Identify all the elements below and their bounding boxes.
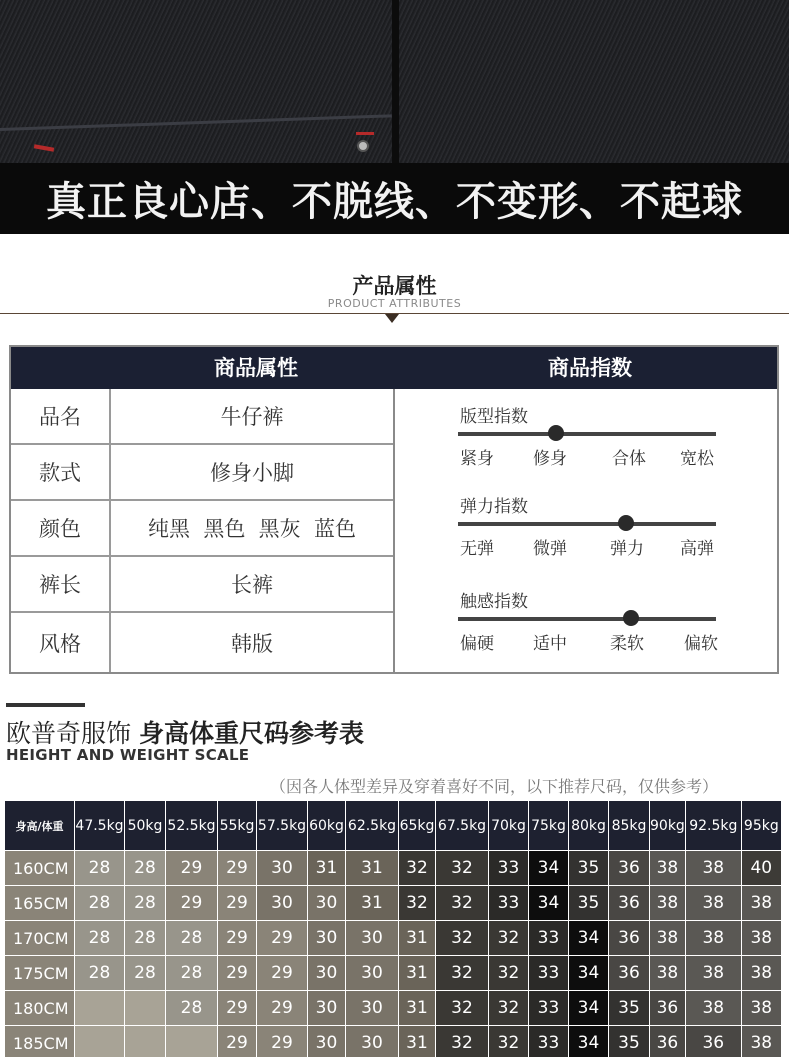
size-chart-table [4,800,782,1057]
index-label: 微弹 [533,539,567,559]
weight-header: 92.5kg [685,801,741,851]
size-cell: 36 [685,1026,741,1057]
size-cell: 34 [529,886,569,921]
size-cell: 32 [436,1026,489,1057]
attribute-key: 风格 [11,613,111,672]
size-cell: 38 [650,921,686,956]
index-label: 无弹 [460,539,494,559]
index-track [458,617,716,621]
index-track [458,432,716,436]
size-cell: 31 [399,956,436,991]
size-cell: 36 [609,921,650,956]
index-track [458,522,716,526]
size-row [5,886,782,921]
size-cell: 31 [399,991,436,1026]
product-photo [0,0,789,234]
size-row [5,1026,782,1057]
size-cell: 32 [399,886,436,921]
weight-header: 57.5kg [257,801,308,851]
size-cell: 38 [650,956,686,991]
attribute-row [11,389,393,445]
banner-text: 真正良心店、不脱线、不变形、不起球 [46,179,743,225]
size-cell: 33 [529,1026,569,1057]
size-cell: 34 [569,956,609,991]
size-cell: 29 [257,956,308,991]
size-cell: 34 [569,921,609,956]
height-label: 175CM [5,956,75,991]
index-label: 偏硬 [460,634,494,654]
size-cell: 38 [741,991,781,1026]
size-cell: 29 [257,1026,308,1057]
size-cell: 29 [257,921,308,956]
attribute-header-left: 商品属性 [214,356,298,380]
size-cell: 35 [569,851,609,886]
size-header-corner: 身高/体重 [5,801,75,851]
attribute-key: 颜色 [11,501,111,555]
index-label: 弹力 [610,539,644,559]
quality-banner [0,163,789,234]
height-label: 170CM [5,921,75,956]
size-row [5,921,782,956]
size-cell: 38 [650,886,686,921]
size-cell: 28 [125,956,166,991]
index-label: 合体 [612,449,646,469]
size-cell: 36 [650,1026,686,1057]
size-chart-title [6,714,364,750]
attribute-value: 修身小脚 [210,461,294,485]
attribute-header-right: 商品指数 [548,356,632,380]
size-cell: 28 [166,991,218,1026]
size-cell: 32 [436,886,489,921]
size-cell: 36 [609,956,650,991]
size-row [5,851,782,886]
size-cell: 33 [489,886,529,921]
jeans-back-pocket-photo [0,0,392,163]
weight-header: 95kg [741,801,781,851]
size-cell: 38 [685,921,741,956]
size-cell: 32 [489,921,529,956]
size-chart-note: （因各人体型差异及穿着喜好不同，以下推荐尺码，仅供参考） [270,777,719,796]
size-cell: 38 [741,1026,781,1057]
size-cell: 29 [218,991,257,1026]
size-cell: 32 [436,921,489,956]
size-cell [166,1026,218,1057]
attribute-value: 牛仔裤 [220,405,284,429]
attribute-header [11,347,777,389]
size-cell: 36 [609,886,650,921]
size-cell: 28 [75,851,125,886]
rivet-icon [357,140,369,152]
weight-header: 67.5kg [436,801,489,851]
brand-name: 欧普奇服饰 [6,719,132,748]
size-cell: 35 [609,991,650,1026]
height-label: 160CM [5,851,75,886]
weight-header: 75kg [529,801,569,851]
size-cell [75,1026,125,1057]
size-cell: 28 [125,886,166,921]
size-cell: 29 [257,991,308,1026]
size-cell: 30 [346,1026,399,1057]
index-label: 修身 [533,449,567,469]
index-title: 版型指数 [460,407,528,427]
weight-header: 80kg [569,801,609,851]
attribute-key: 裤长 [11,557,111,611]
index-label: 适中 [533,634,567,654]
size-cell: 30 [308,886,346,921]
size-cell: 38 [685,851,741,886]
size-cell: 40 [741,851,781,886]
size-cell [125,991,166,1026]
size-cell: 33 [489,851,529,886]
attribute-row [11,557,393,613]
size-cell: 38 [685,956,741,991]
size-section-accent [6,703,85,707]
index-label: 高弹 [680,539,714,559]
size-cell [125,1026,166,1057]
weight-header: 62.5kg [346,801,399,851]
index-marker [618,515,634,531]
size-cell: 30 [308,921,346,956]
weight-header: 70kg [489,801,529,851]
size-cell: 33 [529,921,569,956]
size-cell: 29 [218,956,257,991]
size-cell: 28 [75,886,125,921]
weight-header: 55kg [218,801,257,851]
size-cell: 31 [399,921,436,956]
size-cell: 28 [125,851,166,886]
index-label: 宽松 [680,449,714,469]
attribute-row [11,613,393,672]
size-cell: 28 [125,921,166,956]
size-cell: 36 [609,851,650,886]
size-cell: 29 [218,1026,257,1057]
size-cell: 30 [346,921,399,956]
size-cell: 34 [569,991,609,1026]
size-cell: 29 [166,886,218,921]
size-cell: 30 [308,956,346,991]
weight-header: 90kg [650,801,686,851]
attribute-row [11,445,393,501]
size-cell: 30 [257,886,308,921]
attribute-value: 纯黑 黑色 黑灰 蓝色 [147,517,357,541]
weight-header: 85kg [609,801,650,851]
size-cell: 31 [308,851,346,886]
size-cell: 32 [489,956,529,991]
size-cell: 38 [650,851,686,886]
size-cell: 29 [218,886,257,921]
size-row [5,956,782,991]
size-cell: 31 [399,1026,436,1057]
size-cell: 30 [308,1026,346,1057]
weight-header: 47.5kg [75,801,125,851]
size-cell: 28 [166,956,218,991]
size-cell: 31 [346,851,399,886]
size-cell: 32 [436,956,489,991]
weight-header: 52.5kg [166,801,218,851]
jeans-side-photo [399,0,789,163]
size-chart-subtitle: HEIGHT AND WEIGHT SCALE [6,746,250,764]
size-cell: 29 [218,921,257,956]
index-marker [548,425,564,441]
size-cell: 32 [436,991,489,1026]
size-cell: 33 [529,956,569,991]
size-cell: 36 [650,991,686,1026]
size-cell: 28 [166,921,218,956]
index-marker [623,610,639,626]
size-cell: 31 [346,886,399,921]
size-cell: 38 [741,956,781,991]
size-cell: 38 [685,886,741,921]
size-header-row [5,801,782,851]
index-title: 弹力指数 [460,497,528,517]
height-label: 180CM [5,991,75,1026]
size-cell: 32 [489,1026,529,1057]
weight-header: 60kg [308,801,346,851]
size-cell: 35 [609,1026,650,1057]
size-cell: 35 [569,886,609,921]
size-cell: 38 [741,886,781,921]
size-cell: 28 [75,921,125,956]
triangle-down-icon [385,314,399,323]
index-label: 偏软 [684,634,718,654]
index-title: 触感指数 [460,592,528,612]
size-cell: 30 [346,956,399,991]
index-label: 柔软 [610,634,644,654]
attribute-table [9,345,779,674]
height-label: 185CM [5,1026,75,1057]
attribute-key: 品名 [11,389,111,443]
size-cell: 30 [308,991,346,1026]
attribute-value: 韩版 [231,631,273,656]
size-cell: 38 [741,921,781,956]
weight-header: 65kg [399,801,436,851]
size-cell: 29 [218,851,257,886]
attribute-rows [11,389,395,672]
size-cell: 30 [346,991,399,1026]
attribute-key: 款式 [11,445,111,499]
size-cell: 30 [257,851,308,886]
size-cell: 33 [529,991,569,1026]
size-cell [75,991,125,1026]
size-cell: 32 [489,991,529,1026]
size-cell: 28 [75,956,125,991]
attribute-row [11,501,393,557]
size-chart-heading: 身高体重尺码参考表 [138,719,364,748]
size-cell: 34 [529,851,569,886]
section-title: 产品属性 [352,274,437,298]
index-label: 紧身 [460,449,494,469]
size-cell: 34 [569,1026,609,1057]
size-cell: 32 [399,851,436,886]
weight-header: 50kg [125,801,166,851]
section-subtitle: PRODUCT ATTRIBUTES [327,297,462,310]
size-cell: 32 [436,851,489,886]
size-cell: 38 [685,991,741,1026]
size-row [5,991,782,1026]
size-cell: 29 [166,851,218,886]
attribute-value: 长裤 [231,573,273,597]
height-label: 165CM [5,886,75,921]
